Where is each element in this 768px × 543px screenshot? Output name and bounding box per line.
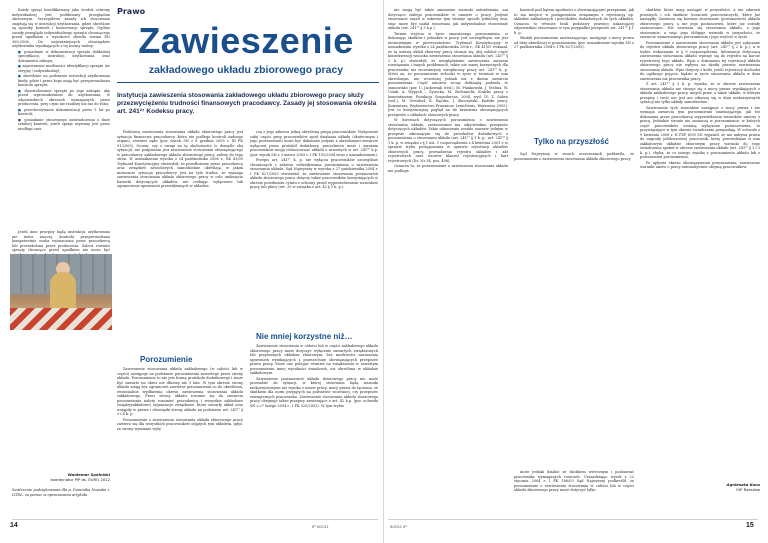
article-column-1 <box>117 130 243 360</box>
body-paragraph: W kwestach dotyczących porozumienia o zawieszeniu stosowania układu, zastosowanie ma odpowiednio przepisów dotyczących układów. Takie odnoszenie zostało zawarte jednym w przepisie odnoszącym się do protokołów dodatkowych z porozumienia o stosowaniu układu (art. 241²⁷ § 1 k. p.; art. 241²⁸ § 1 k. p. w związku z § 1 ust. 1 rozporządzenia z 4 kwietnia 2001 r. w sprawie trybu postępowania w sprawie rejestracji układów zbiorowych pracy, prowadzenia rejestru układów i akt rejestrowych oraz wzorów klauzul rejestracyjnych i kart rejestrowych (Dz. Nr 34, poz. 408). <box>388 118 508 163</box>
article-column-3 <box>388 8 508 516</box>
article-lead: Instytucja zawieszenia stosowania zakładowego układu zbiorowego pracy służy przezwyciężeniu trudności finansowych pracodawcy. Zasady jej stosowania określa art. 241²⁷ Kodeksu pracy. <box>117 92 377 115</box>
sidebar-column <box>12 8 110 468</box>
body-paragraph: kontroli pod kątem zgodności z obowiązującymi przepisami, jak to ma miejsce w postępowaniu związanym z rejestracją np. układów zakładowych i protokołów dodatkowych do tych układów. Oznacza to również brak podstawy prawnej nakazującej odpowiednio stosowanie w tym przypadku przepisów art. 241¹² § 1 k. p. <box>514 8 634 35</box>
acknowledgement-note: Serdecznie podziękowania dla p. Dominika Nowaka z OTDL, za pomoc w opracowaniu artykułu <box>12 488 110 497</box>
issue-label: IP 5/2011 <box>312 524 329 529</box>
body-paragraph: Porozumienie o zawieszeniu stosowania układu zbiorowego pracy zawiera się dla wszystkich pracowników objętych tym układem, gdyż, że strony wymianie wyłą- <box>117 417 243 431</box>
body-paragraph: Z art. 241²⁷ § 3 k. p. wynika, że w okresie zawieszenia stosowania układu nie stosuje się z mocy prawa wynikających z układu zakładowego pracy, innych praw, a także układu, w którym przepisy i treść nie jest ani odnoszą się w dniu niekorzystnych sytuacji nie tylko układy samodzielnie. <box>640 82 760 104</box>
article-title: Zawieszenie <box>138 20 354 61</box>
right-page <box>384 0 768 543</box>
page-number: 15 <box>746 522 754 529</box>
body-paragraph: Zawieszenie stosowania układu zakładowego (w całości lub w części) następuje na podstawie porozumienia zawartego przez strony układu. Porozumienie to nie jest formą protokołu dodatkowego i może być zawarte na okres nie dłuższy niż 3 lata. W tym okresie strony układu mogą bez ograniczeń zawierać porozumienia co do określenia, ewentualnie wydłużenia okresu zawieszenia stosowania układu zakładowego. Przez strony układu rozumie się do zawarcia porozumienia należy rozumieć pracodawcę i wszystkie zakładowe (międzyzakładowe) organizacje związkowe, które zawarły układ oraz wstąpiły w prawa i obowiązki strony układu na podstawie art. 241²⁷ § 3 i 4 k. p. <box>117 367 243 416</box>
body-paragraph: Zawieszenie stosowania w całości lub w części zakładowego układu zbiorowego pracy może dotyczyć wyłącznie zawartych zwiększonych lub przyznanych układem zbiorowym, bez możliwości naruszenia uprawnień wynikających z powszechnie obowiązujących przepisów prawa pracy. Może ono polegać również na zwiększeniu w zawartym porozumieniu innej wysokości świadczeń, niż określona w układzie zakładowym. <box>250 344 378 375</box>
heading-porozumienie: Porozumienie <box>140 355 193 364</box>
page-number: 14 <box>10 522 18 529</box>
author-signature <box>12 472 110 482</box>
body-paragraph: skutków, które mają nastąpić w przyszłości, a nie zdarzeń prawnych i ich skutków (roszczeń pracowniczych), które już nastąpiły. Zawiesza się bowiem stosowanie (postanowień) układu zbiorowego pracy, a nie jego postanowień, które już zostały zastosowane. Nie zawiesza się stosowania układu, a jego stosowanie, a więc jego obliguje warunki w przyszłości, że zawarcie wymienionego porozumienia i jego wejście w życie. <box>640 8 760 39</box>
article-column-2b <box>250 344 378 516</box>
article-column-4 <box>514 8 634 128</box>
section-label: Prawo <box>117 7 146 16</box>
article-column-2 <box>250 130 378 330</box>
body-paragraph: Zawieszenie tych warunków następuje z mocy prawa i nie wymaga zawarcia tym porozumieniu zmieniającego, jak też dokonania przez pracodawcę wypowiedzenia warunków umowy o pracę. Jednakże stronie nie zaznaczą w porozumieniu, w których część pracowników zostaną wyłączone postanowienia, to przywiązujące w tym okresie świadczenia przepadają. W uchwale z 9 kwietnia 2008 r. II PZP 6/08 SN wyjaśnił, że nie nabywa prawa do nagrody jubileuszowej pracownik, który przewidziane w nim zakładowym układzie zbiorowym pracy warunki do tego świadczenia spełnił w okresie zawieszenia układu (art. 241²⁷ § 1 i 3 k. p.), chyba, że co innego wynika z porozumienia układu lub z postanowień porozumienia. <box>640 105 760 159</box>
author-signature-right <box>705 482 760 492</box>
body-paragraph: czą z jego zakresu jedną określoną grupę pracowników. Wyłączenie całej części grup pracowników spod działania układu (skutecznym i jego postanowień) może być dokonane jedynie z określonymi zawarcie wyłączeń przez protokół dodatkowy, pracodawca może i zarazem pracowników mogą róźnościować układu z zawartych w art. 241²⁹ k.p. (por. wyrok SN z 3 marca 2005 r. I PK 191/2004 wraz z uzasadnieniem). <box>250 130 378 157</box>
body-paragraph: może jednak działać ze skutkiem wstecznym i pozbawiać pracownika wymaganych roszczeń. Uzasadniając wyrok z 22 stycznia 2004 r. I PK 186/03 Sąd Najwyższy podkreślił, że porozumienie o zawieszeniu stosowania w całości lub w części układu zbiorowego pracy może dotyczyć tylko <box>514 470 634 492</box>
article-column-5 <box>640 8 760 480</box>
article-column-4c <box>514 470 634 516</box>
article-subtitle: zakładowego układu zbiorowego pracy <box>148 64 344 76</box>
author-role: koordynator PIP ds. EURO 2012 <box>50 477 110 482</box>
article-column-1b <box>117 367 243 517</box>
sidebar-paragraph: Każdy sprzęt kwalifikowany jako środek ochrony indywidualnej jest poddawany przeglądom okresowym. Szczegółowe zasady ich stosowania znajdują się w instrukcji użytkowania, gdzie określone są sposoby kontroli i konserwacji sprzętu. Ogólne zasady przeglądu indywidualnego sprzętu chroniącego przed upadkiem z wysokości określa norma EN 365:2006. Do najważniejszych obowiązków użytkownika wynikających z tej normy należy: <box>12 8 110 48</box>
obligations-list <box>12 50 110 132</box>
body-paragraph: Zawieszenie postanowień układu zbiorowego pracy nie może prowadzić do sytuacji, w której stosowane będą warunki niekorzystniejsze niż wynika z umów pracy, mocy prawa do łączenia, ze skutkiem dla norm przyjętych na podstawie wcześniej, czy przepisów zewnętrznych pracownika. Zawieszenie stosowania układu zbiorowego pracy obejmuje także przepisy zawierające z art. 42 k.p. (por. uchwała SN z 27 lutego 2004 r., I PK 320/2003). W tym trybie <box>250 376 378 408</box>
body-paragraph: Podstawą zawieszenia stosowania układu zbiorowego pracy jest sytuacja finansowa pracodawcy, która nie podlega kontroli żadnego organu, również sądu (por. wyrok SN z 6 grudnia 2005 r. III PK 91/2005). Oczem, czy z uwagi na tę okoliczności (o domyśle złej sytuacji), nie podpisaniu jest zawieszenie stosowania obowiązującego w pracodawcy zakładowego układu zbiorowego pracy, należy do tego stron. W uzasadnieniu wyroku z 24 października 2006 r., SK 41/05 Trybunał Konstytucyjny stwierdził, że przedłużenie przez pracodawcę oraz związków zawodowych samodzielnie określają, w jakim momencie sytuacja pracodawcy jest na tyle trudna, że wymaga zawieszenia stosowania układu zbiorowego pracy w celu uniknięcia barierki dotyczących układów, nie czekając wyłączenie lub ograniczenie uprawnień przewidzianych w układzie. <box>117 130 243 188</box>
footer-rule <box>12 519 378 520</box>
author-org: OIP Rzeszów <box>736 487 760 492</box>
worker-photo <box>10 254 112 330</box>
body-paragraph: Porozumienie o zawieszeniu stosowania układu jest zgłaszane do rejestru układu zbiorowego pracy (art. 241²⁷ § 2 k. p.), a w trybie wskazanym w § 9 rozporządzenia. Informacja dotyczącą zawieszenia stosowania układu wpisuje się do rejestru na karcie rejestrowej tego układu. Wpis o dokonaniu tej rejestracji układu zbiorowego pracy nie wpływa na skutki prawne zawieszenia stosowania układu. Wpis dotyczy z kolei, jeżeli rejestracji dochodzi do ogólnego pojęcia, będzie w życie stosowania układu w dniu zawieszenia niż pracownika pracy. <box>640 40 760 81</box>
issue-label: 5/2011 IP <box>390 524 407 529</box>
list-item: ■ posiadanie w dokumentacji sprzętu dokładnej specyfikacji, instrukcji użytkowania oraz dokumentu zakupu; <box>18 50 110 64</box>
body-paragraph: Sąd Najwyższy w swoich orzeczeniach podkreśla, że porozumienie o zawieszeniu stosowania układu zbiorowego pracy <box>514 152 634 161</box>
footer-rule <box>388 519 758 520</box>
list-item: ■ przechowywanie dokumentacji przez 5 lat po kontroli; <box>18 108 110 117</box>
body-paragraph: Termin wejścia w życie omawianego porozumienia, w dokonując skutków i jednakże w pracy, jest szczególnym, nie jest niezmiennym w pierwszeństwie. Trybunał Konstytucyjny w uzasadnieniu wyroku z 24 października 2006 r., SK 41/05 wskazał, że tą ustawą układ zbiorowy pracy stosuje się, aby osłabić część konsekwencji wniosku zawieszenia stosowania układu (art. 241²⁷ § 2 k. p.) stwierdził, że uwzględnienie zawieszenia zarazem rozwiązania i innych problemach, także nie mniej korzystnych dla pracownika niż wcześniejszy nieopłacony pracy art. 241²⁷ k. p. Mówi on, że porozumienie wchodzi w życie w terminie w nim określonym, nie wcześniej jednak niż z dniem zawarcia porozumienia. Część autorów wciąż dotkniętą podziela to stanowisko (por. U. Jackowiak (red.), M. Piankowski, J. Stelina, W. Uziak, A. Wypych – Żywicka, M. Zieleniecki, Kodeks pracy z komentarzem, Fundacja Gospodarcza, 2004, wyd. IV; Z. Salwa (red.), M. Gersdorf, K. Rączka, J. Skoczyński, Kodeks pracy. Komentarz, Wydawnictwo Prawnicze LexisNexis, Warszawa 2005). Jest to korzystniejszy pogląd na tle brzmienia obowiązujących przepisów o układach zbiorowych pracy. <box>388 31 508 117</box>
list-item: ■ posiadanie stosownego zaświadczenia o duże sztalnej kontroli, jeżeli sprzęt używany jest przez niedługi czas. <box>18 118 110 132</box>
body-paragraph: Oznacza to, że porozumienie o zawieszeniu stosowania układu nie podlega <box>388 164 508 173</box>
title-divider <box>117 82 379 83</box>
body-paragraph: Po upływie okresu obowiązywania porozumienia, zawieszone warunki umów o pracy automatycznie obejmą pracowników. <box>640 160 760 169</box>
author-name: Waldemar Spólniski <box>67 472 110 477</box>
photo-caption: Jeżeli inne przepisy będą instrukcja użytkowania nie mówi inaczej, kontrola przeprowadzana kompetentnie osoba wyznaczona przez pracodawcę lub przeszkolona przez producenta. Zaleca również sprzęty chroniące przed upadkiem nie może być <box>12 230 110 252</box>
body-paragraph: nie mogą być także zmienione warunki zatrudnienia, ani dotyczące stałego pracowników w umowie o pracy. Jedynie stosowanie zasad w zakresie tym istnieje sposób jednolitej unii, więc może być nadal stosowana jak indywidualnie stosowanie układu (art. 241²⁷ § 3 k.p.). <box>388 8 508 30</box>
article-column-4b <box>514 152 634 192</box>
list-item: ■ określenie na podstawie instrukcji użytkowania kiedy, gdzie i przez kogo mają być przeprowadzana kontrola sprzętu; <box>18 74 110 88</box>
body-paragraph: Przepis art. 241²⁷ k. p. nie wyłącza pracowników szczególnie chronionych z zakresu oddziaływania porozumienia o zawieszeniu stosowania układu. Sąd Najwyższy w wyroku z 27 października 2004 r. I PK 627/2003 stwierdził, że zawieszenie stosowania postanowień układu zbiorowego pracy dotyczy także pracowników korzystających w okresie przedmiotu cytatu z ochrony przed wypowiedzeniem warunków pracy lub płacy (art. 39 w związku z art. 42 § 1 k. p.). <box>250 158 378 189</box>
heading-tylko-na-przyszlosc: Tylko na przyszłość <box>534 137 609 146</box>
author-name: Agnieszka Kuca <box>726 482 760 487</box>
list-item: ■ skontrolowanie sprzętu po jego zakupie, aby przed wprowadzeniem do użytkowania, w odpowiednich okresach wymaganych przez producenta, przy czym nie rzadziej niż raz do roku; <box>18 89 110 107</box>
list-item: ■ zapewnienie możliwości identyfikacji sprzętu (nr seryjny / indywidualny); <box>18 64 110 73</box>
heading-nie-mniej: Nie mniej korzystne niż… <box>256 332 353 341</box>
body-paragraph: Skutek porozumienia zawieszającego, następuje z mocy prawa od daty określonej w porozumieniu (por. uzasadnienie wyroku SN z 27 października 2004 r. I PK 627/2003). <box>514 36 634 49</box>
